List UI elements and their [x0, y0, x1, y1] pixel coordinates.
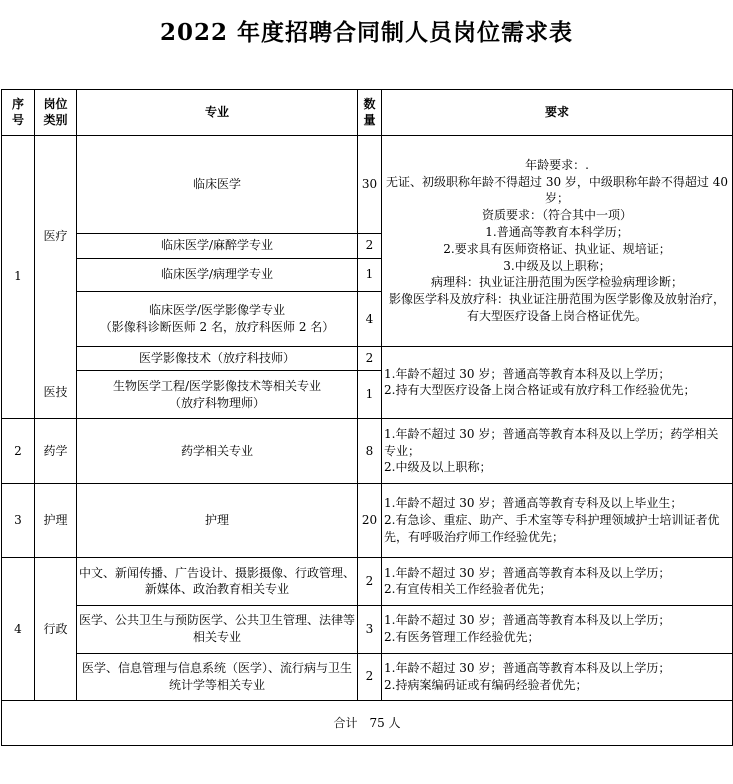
quantity-cell: 3 [358, 605, 382, 653]
requirements-cell [382, 605, 733, 653]
header-category [35, 90, 77, 136]
quantity-cell: 20 [358, 483, 382, 557]
table-row [2, 653, 733, 701]
major-cell: 护理 [77, 483, 358, 557]
table-row [2, 346, 733, 370]
category-cell: 药学 [35, 418, 77, 483]
req-line: 2.要求具有医师资格证、执业证、规培证； [443, 241, 671, 256]
req-line: 影像医学科及放疗科：执业证注册范围为医学影像及放射治疗，有大型医疗设备上岗合格证优先。 [388, 292, 725, 323]
header-requirements: 要求 [382, 90, 733, 136]
req-line: 3.中级及以上职称； [503, 258, 611, 273]
req-line: 1.年龄不超过 30 岁；普通高等教育本科及以上学历； [384, 613, 671, 628]
header-quantity-line2: 量 [363, 113, 376, 128]
requirements-cell [382, 346, 733, 418]
header-category-line1: 岗位 [43, 96, 68, 111]
major-line: （放疗科物理师） [168, 395, 265, 410]
req-line: 1.年龄不超过 30 岁；普通高等教育本科及以上学历；药学相关专业； [384, 426, 719, 458]
major-cell: 临床医学/麻醉学专业 [77, 234, 358, 258]
header-major: 专业 [77, 90, 358, 136]
table-row [2, 605, 733, 653]
major-line: （影像科诊断医师 2 名，放疗科医师 2 名） [99, 319, 335, 334]
req-line: 1.年龄不超过 30 岁；普通高等教育专科及以上毕业生； [384, 496, 683, 511]
seq-cell: 3 [2, 483, 35, 557]
category-cell: 行政 [35, 558, 77, 701]
requirements-cell [382, 135, 733, 346]
page-title: 2022 年度招聘合同制人员岗位需求表 [159, 19, 574, 46]
table-header-row [2, 90, 733, 136]
quantity-cell: 8 [358, 418, 382, 483]
table-row [2, 135, 733, 234]
requirements-cell [382, 558, 733, 606]
category-cell-medical [35, 135, 77, 418]
table-row [2, 418, 733, 483]
seq-cell: 2 [2, 418, 35, 483]
category-medical: 医疗 [43, 228, 68, 243]
category-cell: 护理 [35, 483, 77, 557]
major-line: 生物医学工程/医学影像技术等相关专业 [112, 378, 322, 393]
major-line: 临床医学/医学影像学专业 [148, 303, 286, 318]
quantity-cell: 2 [358, 558, 382, 606]
header-quantity-line1: 数 [363, 96, 376, 111]
req-line: 无证、初级职称年龄不得超过 30 岁，中级职称年龄不得超过 40 岁； [386, 174, 728, 206]
major-cell: 中文、新闻传播、广告设计、摄影摄像、行政管理、新媒体、政治教育相关专业 [77, 558, 358, 606]
header-seq-line1: 序 [11, 96, 24, 111]
req-line: 2.中级及以上职称； [384, 460, 492, 475]
req-line: 资质要求：（符合其中一项） [481, 208, 632, 223]
req-line: 2.有急诊、重症、助产、手术室等专科护理领域护士培训证者优先，有呼吸治疗师工作经验优先； [384, 513, 720, 544]
major-cell [77, 371, 358, 419]
req-line: 2.有医务管理工作经验优先； [384, 630, 540, 645]
seq-cell: 4 [2, 558, 35, 701]
header-category-line2: 类别 [43, 113, 68, 128]
quantity-cell: 2 [358, 234, 382, 258]
position-table [1, 89, 733, 746]
major-cell: 药学相关专业 [77, 418, 358, 483]
req-line: 1.年龄不超过 30 岁；普通高等教育本科及以上学历； [384, 661, 671, 676]
req-line: 1.年龄不超过 30 岁；普通高等教育本科及以上学历； [384, 366, 671, 381]
header-quantity [358, 90, 382, 136]
table-row [2, 483, 733, 557]
req-line: 2.持有大型医疗设备上岗合格证或有放疗科工作经验优先； [384, 383, 696, 398]
req-line: 1.年龄不超过 30 岁；普通高等教育本科及以上学历； [384, 565, 671, 580]
major-cell: 临床医学 [77, 135, 358, 234]
req-line: 年龄要求：. [525, 157, 589, 172]
major-cell: 医学影像技术（放疗科技师） [77, 346, 358, 370]
major-cell [77, 292, 358, 347]
table-row [2, 558, 733, 606]
major-cell: 医学、公共卫生与预防医学、公共卫生管理、法律等相关专业 [77, 605, 358, 653]
req-line: 2.持病案编码证或有编码经验者优先； [384, 677, 588, 692]
major-cell: 临床医学/病理学专业 [77, 258, 358, 292]
header-seq [2, 90, 35, 136]
quantity-cell: 4 [358, 292, 382, 347]
quantity-cell: 1 [358, 371, 382, 419]
req-line: 病理科：执业证注册范围为医学检验病理诊断； [430, 275, 683, 290]
req-line: 2.有宣传相关工作经验者优先； [384, 582, 552, 597]
requirements-cell [382, 483, 733, 557]
seq-cell: 1 [2, 135, 35, 418]
total-cell: 合计 75 人 [2, 701, 733, 746]
quantity-cell: 30 [358, 135, 382, 234]
header-seq-line2: 号 [11, 113, 24, 128]
quantity-cell: 2 [358, 653, 382, 701]
total-row [2, 701, 733, 746]
requirements-cell [382, 418, 733, 483]
quantity-cell: 2 [358, 346, 382, 370]
quantity-cell: 1 [358, 258, 382, 292]
req-line: 1.普通高等教育本科学历； [485, 224, 629, 239]
major-cell: 医学、信息管理与信息系统（医学）、流行病与卫生统计学等相关专业 [77, 653, 358, 701]
category-medtech: 医技 [43, 385, 68, 400]
requirements-cell [382, 653, 733, 701]
